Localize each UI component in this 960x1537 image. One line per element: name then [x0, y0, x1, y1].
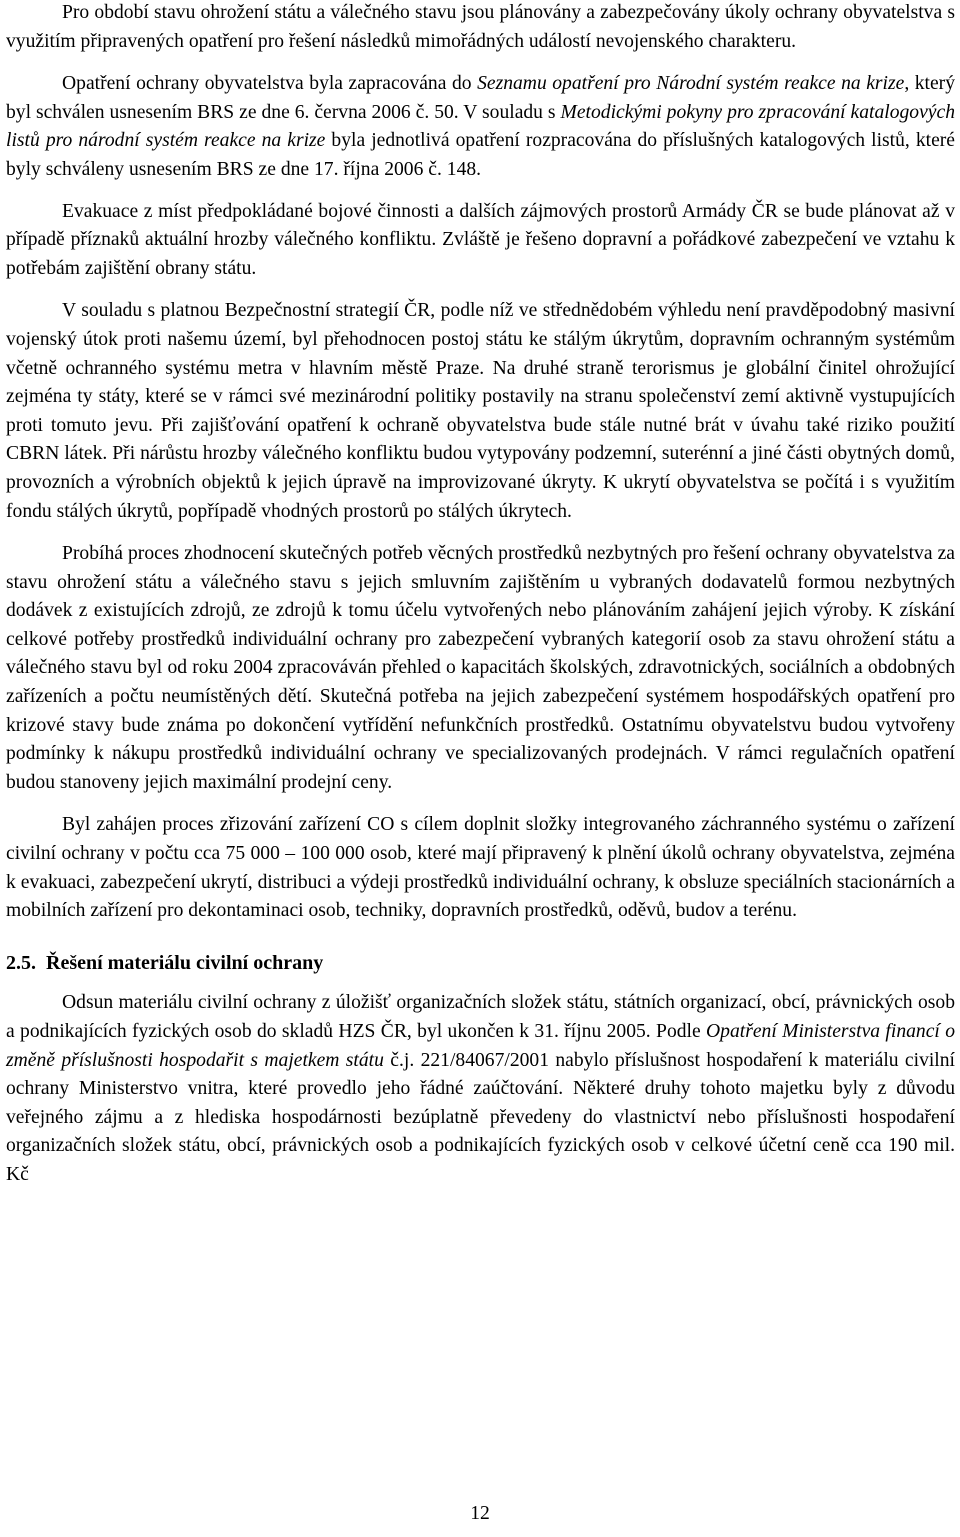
- document-title-reference: Opatření Ministerstva financí o změně příslušnosti hospodařit s majetkem státu: [6, 1021, 955, 1071]
- paragraph-security-strategy: V souladu s platnou Bezpečnostní strategií ČR, podle níž ve střednědobém výhledu není pravděpodobný masivní vojenský útok proti našemu území, byl přehodnocen postoj státu ke stálým úkrytům, dopravním ochranným systémům včetně ochranného systému metra v hlavním městě Praze. Na druhé straně terorismus je globální činitel ohrožující zejména ty státy, které se v rámci své mezinárodní politiky postavily na stranu společenství zemí aktivně vystupujících proti tomuto jevu. Při zajišťování opatření k ochraně obyvatelstva bude stále nutné brát v úvahu také riziko použití CBRN látek. Při nárůstu hrozby válečného konfliktu budou vytypovány podzemní, suterénní a jiné části obytných domů, provozních a výrobních objektů k jejich úpravě na improvizované úkryty. K ukrytí obyvatelstva se počítá i s využitím fondu stálých úkrytů, popřípadě vhodných prostorů po stálých úkrytech.: [6, 300, 955, 522]
- text-run: č.j. 221/84067/2001 nabylo příslušnost hospodaření k materiálu civilní ochrany Ministerstvo vnitra, které provedlo jeho řádné zaúčtování. Některé druhy tohoto majetku byly z důvodu veřejného zájmu a z hlediska hospodárnosti bezúplatně převedeny do vlastnictví nebo příslušnosti hospodaření organizačních složek státu, obcí, právnických osob a podnikajících fyzických osob v celkové účetní ceně cca 190 mil. Kč: [6, 1049, 955, 1185]
- paragraph-evacuation: Evakuace z míst předpokládané bojové činnosti a dalších zájmových prostorů Armády ČR se bude plánovat až v případě příznaků aktuální hrozby válečného konfliktu. Zvláště je řešeno dopravní a pořádkové zabezpečení ve vztahu k potřebám zajištění obrany státu.: [6, 200, 955, 279]
- document-page: [6, 0, 955, 1190]
- document-title-reference: Metodickými pokyny pro zpracování katalogových listů pro národní systém reakce na krize: [6, 101, 955, 152]
- text-run: byla jednotlivá opatření rozpracována do příslušných katalogových listů, které byly schváleny usnesením BRS ze dne 17. října 2006 č. 148.: [6, 130, 955, 180]
- paragraph-material-transfer: [6, 989, 955, 1189]
- section-number: 2.5.: [6, 951, 36, 974]
- paragraph-civil-protection-facilities: Byl zahájen proces zřizování zařízení CO s cílem doplnit složky integrovaného záchranného systému o zařízení civilní ochrany v počtu cca 75 000 – 100 000 osob, které mají připravený k plnění úkolů ochrany obyvatelstva, zejména k evakuaci, zabezpečení ukrytí, distribuci a výdeji prostředků individuální ochrany, k obsluze speciálních stacionárních a mobilních zařízení pro dekontaminaci osob, techniky, dopravních prostředků, oděvů, budov a terénu.: [6, 814, 955, 922]
- document-title-reference: Seznamu opatření pro Národní systém reakce na krize: [477, 73, 905, 95]
- paragraph-protective-equipment: Probíhá proces zhodnocení skutečných potřeb věcných prostředků nezbytných pro řešení ochrany obyvatelstva za stavu ohrožení státu a válečného stavu s jejich smluvním zajištěním u vybraných dodavatelů formou nezbytných dodávek z existujících zdrojů, ze zdrojů k tomu účelu vytvořených nebo plánováním zahájení jejich výroby. K získání celkové potřeby prostředků individuální ochrany pro zabezpečení vybraných kategorií osob za stavu ohrožení státu a válečného stavu byl od roku 2004 zpracováván přehled o kapacitách školských, zdravotnických, sociálních a obdobných zařízeních a počtu neumístěných dětí. Skutečná potřeba na jejich zabezpečení systémem hospodářských opatření pro krizové stavy bude známa po dokončení vytřídění nefunkčních prostředků. Ostatnímu obyvatelstvu budou vytvořeny podmínky k nákupu prostředků individuální ochrany ve specializovaných prodejnách. V rámci regulačních opatření budou stanoveny jejich maximální prodejní ceny.: [6, 543, 955, 793]
- paragraph-protection-planning: Pro období stavu ohrožení státu a válečného stavu jsou plánovány a zabezpečovány úkoly ochrany obyvatelstva s využitím připravených opatření pro řešení následků mimořádných událostí nevojenského charakteru.: [6, 2, 955, 52]
- text-run: Opatření ochrany obyvatelstva byla zapracována do: [62, 73, 478, 95]
- text-run: , který byl schválen usnesením BRS ze dne 6. června 2006 č. 50. V souladu s: [6, 73, 955, 123]
- page-number: 12: [470, 1503, 490, 1524]
- section-heading: [6, 949, 955, 978]
- paragraph-national-crisis-system: [6, 70, 955, 184]
- text-run: Odsun materiálu civilní ochrany z úložišť organizačních složek státu, státních organizací, obcí, právnických osob a podnikajících fyzických osob do skladů HZS ČR, byl ukončen k 31. říjnu 2005. Podle: [6, 992, 955, 1042]
- section-title: Řešení materiálu civilní ochrany: [46, 951, 324, 974]
